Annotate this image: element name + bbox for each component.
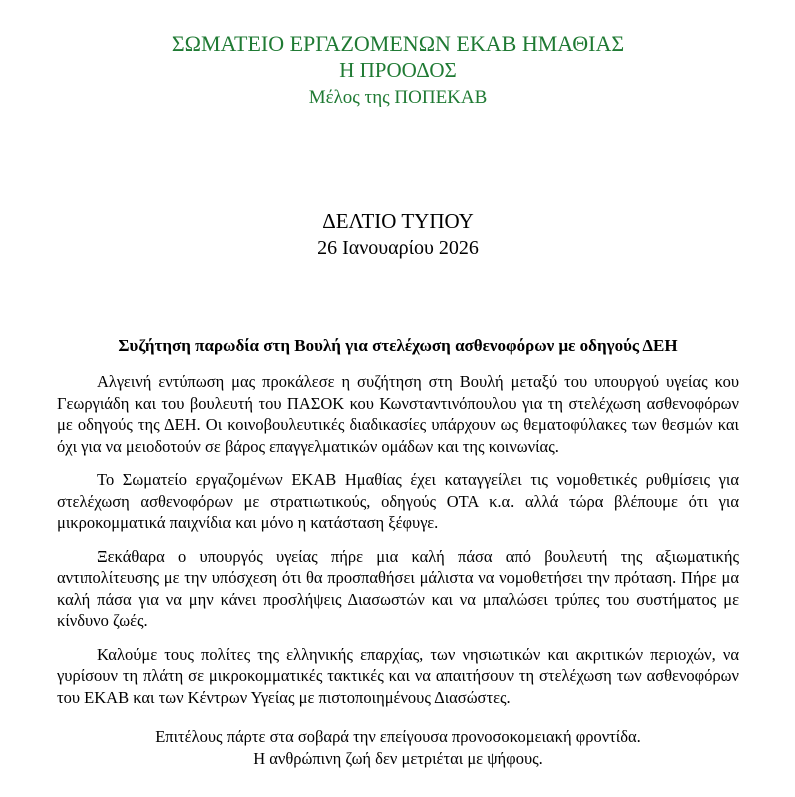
closing-line-2: Η ανθρώπινη ζωή δεν μετριέται με ψήφους.	[253, 748, 543, 768]
release-date: 26 Ιανουαρίου 2026	[317, 237, 479, 259]
paragraph-2: Το Σωματείο εργαζομένων ΕΚΑΒ Ημαθίας έχει καταγγείλει τις νομοθετικές ρυθμίσεις για στελέχωση ασθενοφόρων με στρατιωτικούς, οδηγούς ΟΤΑ κ.α. αλλά τώρα βλέπουμε ότι για μικροκομματικά παιχνίδια και μόνο η κατάσταση ξέφυγε.	[57, 470, 739, 532]
paragraph-4: Καλούμε τους πολίτες της ελληνικής επαρχίας, των νησιωτικών και ακριτικών περιοχών, να γυρίσουν τη πλάτη σε μικροκομματικές τακτικές και να απαιτήσουν τη στελέχωση των ασθενοφόρων του ΕΚΑΒ και των Κέντρων Υγείας με πιστοποιημένους Διασώστες.	[57, 644, 739, 707]
paragraph-3: Ξεκάθαρα ο υπουργός υγείας πήρε μια καλή πάσα από βουλευτή της αξιωματικής αντιπολίτευσης με την υπόσχεση ότι θα προσπαθήσει μάλιστα να νομοθετήσει την πρόταση. Πήρε μα καλή πάσα για να μην κάνει προσλήψεις Διασωστών και να μπαλώσει τρύπες του συστήματος με κίνδυνο ζωές.	[57, 546, 739, 630]
release-header	[57, 208, 739, 262]
organization-name: ΣΩΜΑΤΕΙΟ ΕΡΓΑΖΟΜΕΝΩΝ ΕΚΑΒ ΗΜΑΘΙΑΣ	[171, 31, 625, 56]
organization-header	[57, 30, 739, 111]
organization-title: Η ΠΡΟΟΔΟΣ	[339, 58, 457, 82]
closing-line-1: Επιτέλους πάρτε στα σοβαρά την επείγουσα προνοσοκομειακή φροντίδα.	[155, 727, 641, 746]
release-title: ΔΕΛΤΙΟ ΤΥΠΟΥ	[322, 209, 474, 233]
paragraph-1: Αλγεινή εντύπωση μας προκάλεσε η συζήτηση στη Βουλή μεταξύ του υπουργού υγείας κου Γεωργιάδη και του βουλευτή του ΠΑΣΟΚ κου Κωνσταντινόπουλου για τη στελέχωση ασθενοφόρων με οδηγούς της ΔΕΗ. Οι κοινοβουλευτικές διαδικασίες υπάρχουν ως θεματοφύλακες των θεσμών και όχι για να μειοδοτούν σε βάρος επαγγελματικών ομάδων και της κοινωνίας.	[57, 372, 739, 456]
subject-heading: Συζήτηση παρωδία στη Βουλή για στελέχωση ασθενοφόρων με οδηγούς ΔΕΗ	[118, 336, 678, 355]
body-text	[57, 371, 739, 708]
organization-membership: Μέλος της ΠΟΠΕΚΑΒ	[308, 87, 488, 108]
closing-statement	[57, 726, 739, 769]
